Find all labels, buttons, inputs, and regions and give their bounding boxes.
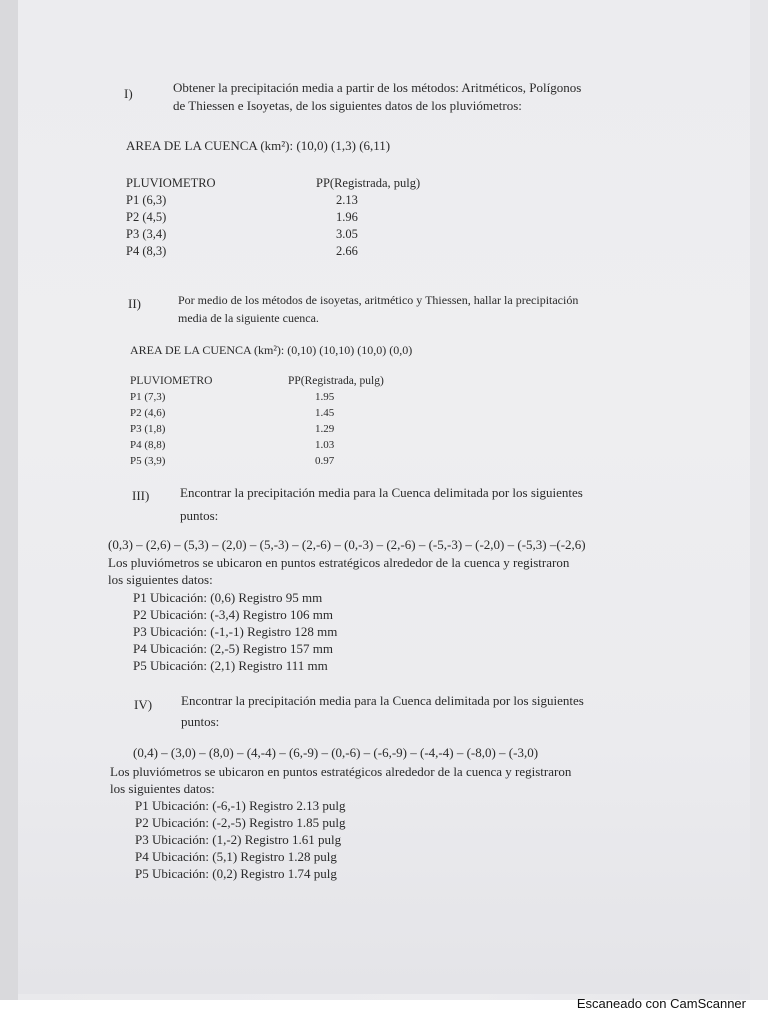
list-item: P2 Ubicación: (-2,-5) Registro 1.85 pulg xyxy=(135,815,346,830)
section-2-line1: Por medio de los métodos de isoyetas, aritmético y Thiessen, hallar la precipitación xyxy=(178,293,579,307)
gauge-label: P4 (8,8) xyxy=(130,439,166,451)
section-4-desc2: los siguientes datos: xyxy=(110,781,215,796)
list-item: P3 Ubicación: (-1,-1) Registro 128 mm xyxy=(133,624,338,639)
column-header-pp: PP(Registrada, pulg) xyxy=(288,375,384,387)
section-3-line1: Encontrar la precipitación media para la Cuenca delimitada por los siguientes xyxy=(180,485,583,500)
section-4-desc1: Los pluviómetros se ubicaron en puntos estratégicos alrededor de la cuenca y registraron xyxy=(110,764,572,779)
section-1-line1: Obtener la precipitación media a partir de los métodos: Aritméticos, Polígonos xyxy=(173,80,582,95)
list-item: P3 Ubicación: (1,-2) Registro 1.61 pulg xyxy=(135,832,342,847)
gauge-value: 3.05 xyxy=(336,227,358,241)
column-header-pluviometro: PLUVIOMETRO xyxy=(130,375,213,387)
section-1-area: AREA DE LA CUENCA (km²): (10,0) (1,3) (6,11) xyxy=(126,138,391,153)
gauge-label: P1 (7,3) xyxy=(130,391,166,403)
section-4-numeral: IV) xyxy=(134,697,153,712)
section-4-points: (0,4) – (3,0) – (8,0) – (4,-4) – (6,-9) – (0,-6) – (-6,-9) – (-4,-4) – (-8,0) – (-3,0) xyxy=(133,745,539,760)
section-2-numeral: II) xyxy=(128,296,141,311)
section-3-line2: puntos: xyxy=(180,508,219,523)
section-4-line1: Encontrar la precipitación media para la Cuenca delimitada por los siguientes xyxy=(181,693,584,708)
gauge-label: P4 (8,3) xyxy=(126,244,167,258)
section-3-points: (0,3) – (2,6) – (5,3) – (2,0) – (5,-3) – (2,-6) – (0,-3) – (2,-6) – (-5,-3) – (-2,0) – (-5,3) –(-2,6) xyxy=(108,537,586,552)
section-3-desc2: los siguientes datos: xyxy=(108,572,213,587)
list-item: P2 Ubicación: (-3,4) Registro 106 mm xyxy=(133,607,334,622)
list-item: P4 Ubicación: (2,-5) Registro 157 mm xyxy=(133,641,334,656)
section-3-desc1: Los pluviómetros se ubicaron en puntos estratégicos alrededor de la cuenca y registraron xyxy=(108,555,570,570)
list-item: P5 Ubicación: (0,2) Registro 1.74 pulg xyxy=(135,866,337,881)
gauge-value: 1.95 xyxy=(315,391,335,403)
gauge-label: P2 (4,5) xyxy=(126,210,167,224)
gauge-label: P5 (3,9) xyxy=(130,455,166,467)
gauge-value: 1.03 xyxy=(315,439,335,451)
gauge-label: P3 (1,8) xyxy=(130,423,166,435)
section-2-line2: media de la siguiente cuenca. xyxy=(178,311,319,325)
list-item: P1 Ubicación: (-6,-1) Registro 2.13 pulg xyxy=(135,798,346,813)
gauge-label: P3 (3,4) xyxy=(126,227,167,241)
gauge-value: 1.45 xyxy=(315,407,335,419)
gauge-value: 1.29 xyxy=(315,423,335,435)
gauge-value: 2.13 xyxy=(336,193,358,207)
section-4-line2: puntos: xyxy=(181,714,220,729)
gauge-label: P2 (4,6) xyxy=(130,407,166,419)
list-item: P5 Ubicación: (2,1) Registro 111 mm xyxy=(133,658,328,673)
column-header-pp: PP(Registrada, pulg) xyxy=(316,176,421,190)
camscanner-footer: Escaneado con CamScanner xyxy=(576,996,746,1011)
gauge-label: P1 (6,3) xyxy=(126,193,167,207)
list-item: P4 Ubicación: (5,1) Registro 1.28 pulg xyxy=(135,849,337,864)
section-1-numeral: I) xyxy=(124,86,133,101)
scanned-page xyxy=(18,0,750,994)
gauge-value: 2.66 xyxy=(336,244,358,258)
section-3-numeral: III) xyxy=(132,488,150,503)
section-2-area: AREA DE LA CUENCA (km²): (0,10) (10,10) (10,0) (0,0) xyxy=(130,343,413,357)
section-1-line2: de Thiessen e Isoyetas, de los siguientes datos de los pluviómetros: xyxy=(173,98,522,113)
gauge-value: 1.96 xyxy=(336,210,358,224)
column-header-pluviometro: PLUVIOMETRO xyxy=(126,176,216,190)
list-item: P1 Ubicación: (0,6) Registro 95 mm xyxy=(133,590,323,605)
gauge-value: 0.97 xyxy=(315,455,335,467)
